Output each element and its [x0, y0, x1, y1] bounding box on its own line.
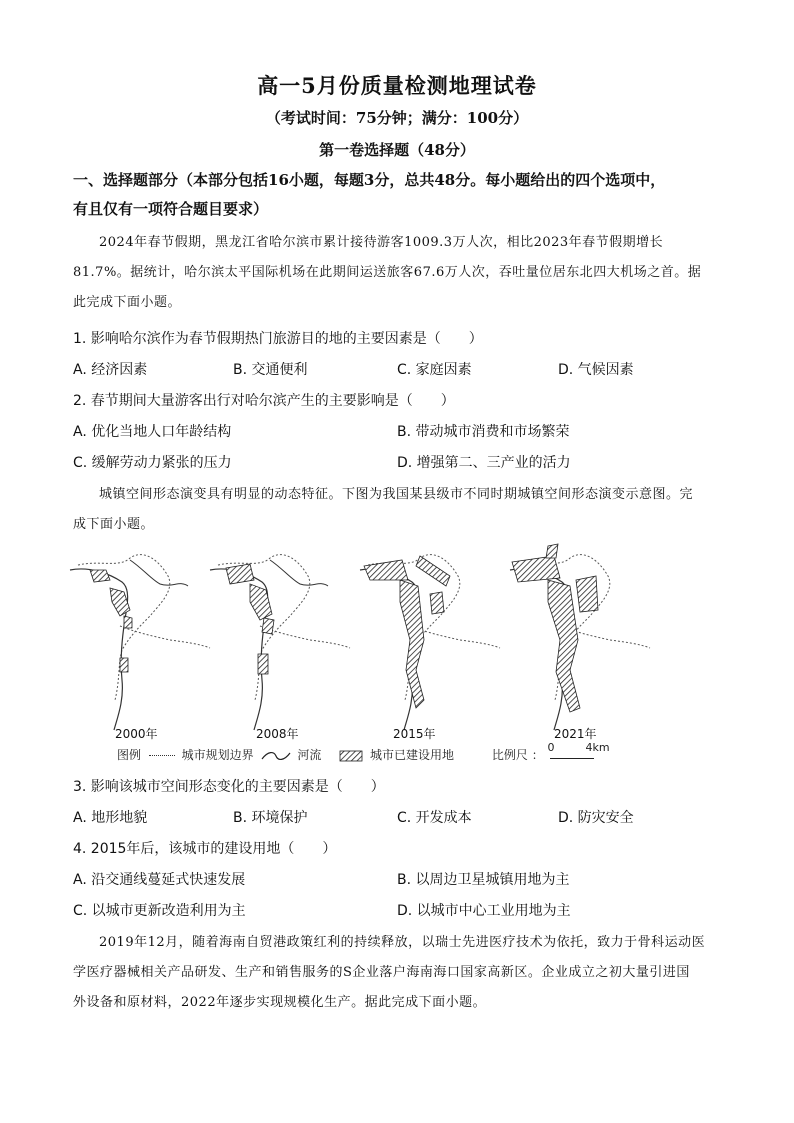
passage-hainan-line1: 2019年12月，随着海南自贸港政策红利的持续释放，以瑞士先进医疗技术为依托，致力于骨科运动医 [99, 935, 706, 950]
urban-evolution-figure [60, 540, 720, 740]
question-2-option-c[interactable]: C. 缓解劳动力紧张的压力 [73, 455, 232, 471]
passage-urban-form-line1: 城镇空间形态演变具有明显的动态特征。下图为我国某县级市不同时期城镇空间形态演变示意图。完 [99, 487, 694, 502]
passage-harbin-line3: 此完成下面小题。 [73, 295, 182, 310]
scale-title: 比例尺 [491, 748, 528, 762]
question-2-option-d[interactable]: D. 增强第二、三产业的活力 [397, 455, 571, 471]
question-3-option-d[interactable]: D. 防灾安全 [558, 810, 634, 826]
passage-harbin [73, 228, 723, 318]
passage-hainan-line2: 学医疗器械相关产品研发、生产和销售服务的S企业落户海南海口国家高新区。企业成立之初大量引进国 [73, 965, 690, 980]
question-1-stem: 1. 影响哈尔滨作为春节假期热门旅游目的地的主要因素是（ ） [73, 331, 483, 347]
scale-zero: 0 [547, 740, 555, 754]
section-instruction-line1: 一、选择题部分（本部分包括16小题，每题3分，总共48分。每小题给出的四个选项中， [73, 171, 666, 189]
exam-title: 高一5月份质量检测地理试卷 [257, 73, 537, 98]
question-1-option-d[interactable]: D. 气候因素 [558, 362, 634, 378]
passage-harbin-line1: 2024年春节假期，黑龙江省哈尔滨市累计接待游客1009.3万人次，相比2023年春节假期增长 [99, 235, 664, 250]
legend-title: 图例 [117, 748, 142, 762]
map-2015 [360, 555, 500, 730]
scale-km: 4km [585, 740, 610, 754]
year-label-2000: 2000年 [115, 727, 158, 741]
legend-built-symbol [339, 750, 363, 762]
question-4-option-c[interactable]: C. 以城市更新改造利用为主 [73, 903, 246, 919]
map-2008 [210, 555, 350, 730]
legend-river-label: 河流 [297, 748, 322, 762]
exam-time-info: （考试时间：75分钟；满分：100分） [265, 109, 529, 127]
part-heading: 第一卷选择题（48分） [319, 141, 475, 159]
year-label-2008: 2008年 [256, 727, 299, 741]
map-2000 [70, 555, 210, 730]
question-3-option-c[interactable]: C. 开发成本 [397, 810, 472, 826]
passage-hainan [73, 928, 723, 1018]
question-4-option-a[interactable]: A. 沿交通线蔓延式快速发展 [73, 872, 246, 888]
question-4-option-b[interactable]: B. 以周边卫星城镇用地为主 [397, 872, 570, 888]
question-2-stem: 2. 春节期间大量游客出行对哈尔滨产生的主要影响是（ ） [73, 393, 455, 409]
question-1-option-b[interactable]: B. 交通便利 [233, 362, 308, 378]
year-label-2015: 2015年 [393, 727, 436, 741]
passage-urban-form-line2: 成下面小题。 [73, 517, 155, 532]
question-2-option-b[interactable]: B. 带动城市消费和市场繁荣 [397, 424, 570, 440]
passage-urban-form [73, 480, 723, 540]
section-instruction [73, 166, 723, 224]
scale-line [550, 758, 594, 759]
question-4-option-d[interactable]: D. 以城市中心工业用地为主 [397, 903, 571, 919]
question-1-option-a[interactable]: A. 经济因素 [73, 362, 148, 378]
legend-boundary-symbol [149, 755, 175, 756]
legend-boundary-label: 城市规划边界 [181, 748, 254, 762]
passage-hainan-line3: 外设备和原材料，2022年逐步实现规模化生产。据此完成下面小题。 [73, 995, 487, 1010]
scale-colon: ： [531, 748, 544, 762]
question-4-stem: 4. 2015年后，该城市的建设用地（ ） [73, 841, 337, 857]
section-instruction-line2: 有且仅有一项符合题目要求） [73, 200, 269, 218]
question-3-option-a[interactable]: A. 地形地貌 [73, 810, 148, 826]
year-label-2021: 2021年 [554, 727, 597, 741]
question-2-option-a[interactable]: A. 优化当地人口年龄结构 [73, 424, 232, 440]
figure-legend [117, 740, 618, 763]
legend-river-symbol [260, 749, 292, 763]
question-3-option-b[interactable]: B. 环境保护 [233, 810, 308, 826]
legend-built-label: 城市已建设用地 [370, 748, 455, 762]
passage-harbin-line2: 81.7%。据统计，哈尔滨太平国际机场在此期间运送旅客67.6万人次，吞吐量位居东北四大机场之首。据 [73, 265, 702, 280]
question-3-stem: 3. 影响该城市空间形态变化的主要因素是（ ） [73, 779, 385, 795]
question-1-option-c[interactable]: C. 家庭因素 [397, 362, 472, 378]
scale-bar [547, 740, 618, 763]
map-2021 [510, 544, 650, 730]
